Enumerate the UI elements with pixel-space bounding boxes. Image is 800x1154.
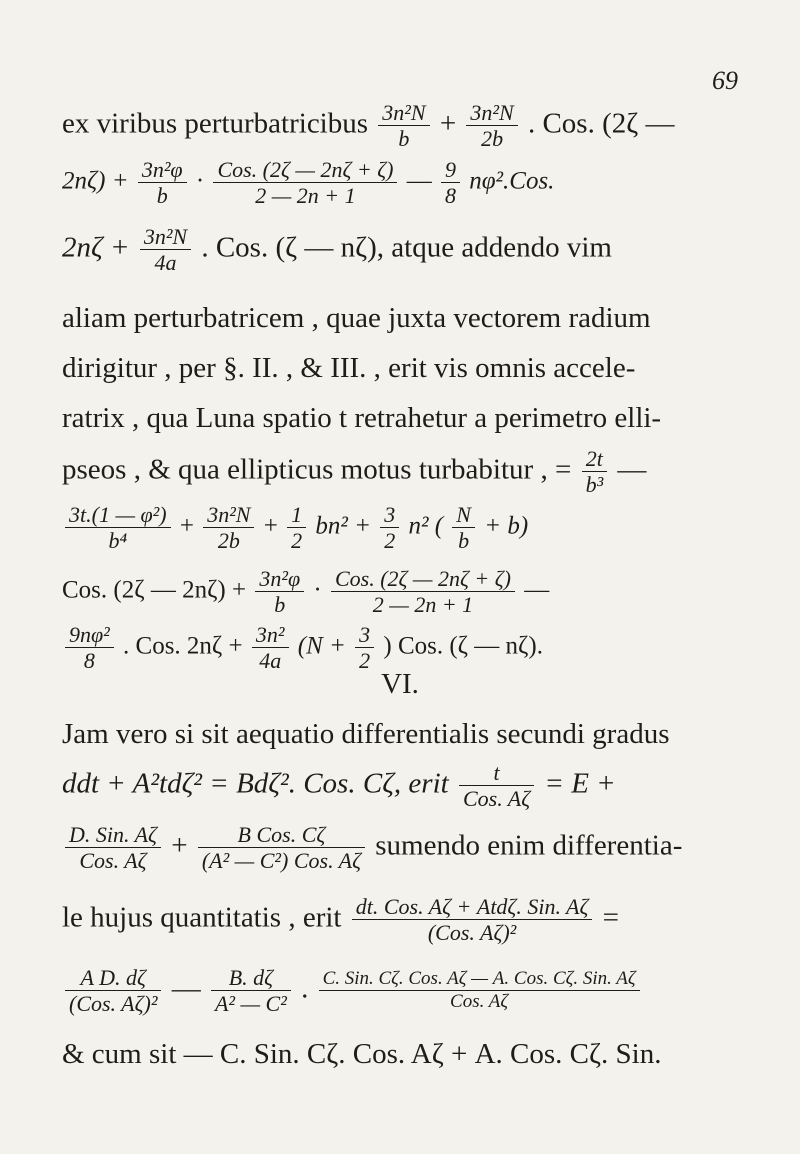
text-line-4: aliam perturbatricem , quae juxta vectorem radium <box>62 302 651 334</box>
fraction: $\frac{\text{3n²}}{4a}$ <box>252 622 289 674</box>
fraction: $\frac{1}{2}$ <box>287 502 306 554</box>
fraction: $\frac{N}{b}$ <box>452 502 475 554</box>
formula-line-13: $\frac{\text{D. Sin. Aζ}}{\text{Cos. Aζ}}$ + $\frac{\text{B Cos. Cζ}}{\text{(A² — C²) Cos. Aζ}}$ sumendo enim differentia- <box>62 822 760 874</box>
fraction: $\frac{\text{A D. dζ}}{\text{(Cos. Aζ)²}}$ <box>65 965 161 1017</box>
formula-line-3: 2nζ + $\frac{\text{3n²N}}{4a}$ . Cos. (ζ — nζ), atque addendo vim <box>62 224 612 276</box>
fraction: $\frac{\text{3n²φ}}{b}$ <box>255 566 304 618</box>
text-line-16: & cum sit — C. Sin. Cζ. Cos. Aζ + A. Cos. Cζ. Sin. <box>62 1038 662 1070</box>
text-line-6: ratrix , qua Luna spatio t retrahetur a perimetro elli- <box>62 402 662 434</box>
formula-line-15: $\frac{\text{A D. dζ}}{\text{(Cos. Aζ)²}}$ — $\frac{B. d\zeta}{\text{A² — C²}}$ . $\frac{\text{C. Sin. Cζ. Cos. Aζ — A. Cos. Cζ. Sin. Aζ}}{\text{Cos. Aζ}}$ <box>62 965 760 1017</box>
fraction: $\frac{\text{9nφ²}}{8}$ <box>65 622 114 674</box>
fraction: $\frac{\text{Cos. (2ζ — 2nζ + ζ)}}{2 — 2n + 1}$ <box>331 566 515 618</box>
text: ex viribus perturbatricibus <box>62 107 369 140</box>
formula-line-10: $\frac{\text{9nφ²}}{8}$ . Cos. 2nζ + $\frac{\text{3n²}}{4a}$ (N + $\frac{3}{2}$ ) Cos. (ζ — nζ). <box>62 622 760 674</box>
section-heading: VI. <box>381 668 419 700</box>
page-number: 69 <box>712 66 738 95</box>
fraction: $\frac{\text{dt. Cos. Aζ + Atdζ. Sin. Aζ}}{\text{(Cos. Aζ)²}}$ <box>352 894 593 946</box>
fraction: $\frac{\text{3n²N}}{b}$ <box>378 100 429 152</box>
fraction: $\frac{\text{Cos. (2ζ — 2nζ + ζ)}}{2 — 2n + 1}$ <box>213 157 397 209</box>
formula-line-9: Cos. (2ζ — 2nζ) + $\frac{\text{3n²φ}}{b}$ · $\frac{\text{Cos. (2ζ — 2nζ + ζ)}}{2 — 2n + 1}$ — <box>62 566 550 618</box>
formula-line-1: ex viribus perturbatricibus $\frac{\text{3n²N}}{b}$ + $\frac{\text{3n²N}}{2b}$ . Cos. (2ζ — <box>62 100 675 152</box>
text: . Cos. (2ζ — <box>527 107 675 140</box>
formula-line-8: $\frac{\text{3t.(1 — φ²)}}{\text{b⁴}}$ + $\frac{\text{3n²N}}{2b}$ + $\frac{1}{2}$ bn² + $\frac{3}{2}$ n² ( $\frac{N}{b}$ + b) <box>62 502 760 554</box>
fraction: $\frac{\text{C. Sin. Cζ. Cos. Aζ — A. Cos. Cζ. Sin. Aζ}}{\text{Cos. Aζ}}$ <box>319 968 640 1013</box>
formula-line-7: pseos , & qua ellipticus motus turbabitur , = $\frac{2t}{\text{b³}}$ — <box>62 446 647 498</box>
formula-line-12: ddt + A²tdζ² = Bdζ². Cos. Cζ, erit $\frac{t}{\text{Cos. Aζ}}$ = E + <box>62 760 616 812</box>
fraction: $\frac{9}{8}$ <box>441 157 460 209</box>
fraction: $\frac{\text{3n²N}}{4a}$ <box>140 224 191 276</box>
fraction: $\frac{B. d\zeta}{\text{A² — C²}}$ <box>211 965 291 1017</box>
fraction: $\frac{\text{B Cos. Cζ}}{\text{(A² — C²) Cos. Aζ}}$ <box>198 822 365 874</box>
fraction: $\frac{t}{\text{Cos. Aζ}}$ <box>459 760 534 812</box>
fraction: $\frac{2t}{\text{b³}}$ <box>582 446 608 498</box>
fraction: $\frac{\text{3n²φ}}{b}$ <box>138 157 187 209</box>
text-line-11: Jam vero si sit aequatio differentialis secundi gradus <box>62 718 670 750</box>
text-line-5: dirigitur , per §. II. , & III. , erit vis omnis accele- <box>62 352 636 384</box>
fraction: $\frac{\text{3n²N}}{2b}$ <box>203 502 254 554</box>
fraction: $\frac{\text{3n²N}}{2b}$ <box>466 100 517 152</box>
fraction: $\frac{\text{D. Sin. Aζ}}{\text{Cos. Aζ}}$ <box>65 822 161 874</box>
fraction: $\frac{3}{2}$ <box>355 622 374 674</box>
fraction: $\frac{3}{2}$ <box>380 502 399 554</box>
formula-line-14: le hujus quantitatis , erit $\frac{\text{dt. Cos. Aζ + Atdζ. Sin. Aζ}}{\text{(Cos. Aζ)²}}$ = <box>62 894 619 946</box>
fraction: $\frac{\text{3t.(1 — φ²)}}{\text{b⁴}}$ <box>65 502 171 554</box>
formula-line-2: 2nζ) + $\frac{\text{3n²φ}}{b}$ · $\frac{\text{Cos. (2ζ — 2nζ + ζ)}}{2 — 2n + 1}$ — $\frac{9}{8}$ nφ².Cos. <box>62 157 555 209</box>
